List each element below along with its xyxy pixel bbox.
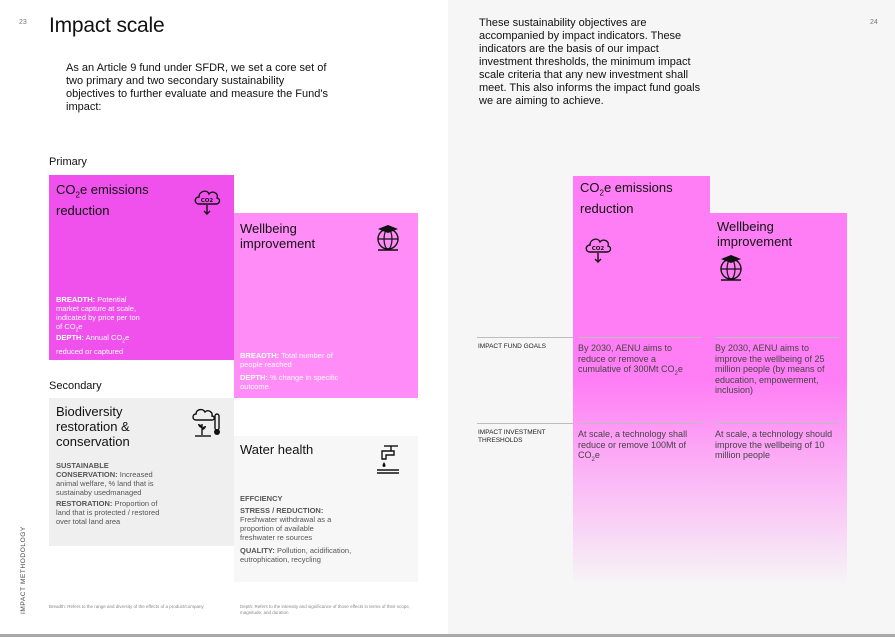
page-title: Impact scale: [49, 14, 165, 37]
threshold-co2: At scale, a technology shall reduce or remove 100Mt of $CO_2e$: [578, 429, 688, 463]
card-water-quality: QUALITY: Pollution, acidification, eutrophication, recycling: [240, 546, 352, 564]
goal-wellbeing: By 2030, AENU aims to improve the wellbeing of 25 million people (by means of education, empowerment, inclusion): [715, 343, 825, 395]
divider-thresholds-label: [477, 423, 573, 424]
water-tap-icon: [374, 443, 402, 475]
secondary-label: Secondary: [49, 380, 102, 392]
footnote-depth: Depth: Refers to the intensity and significance of those effects in terms of their scope, magnitude, and duration: [240, 604, 411, 615]
column-wellbeing: [710, 213, 847, 586]
card-biodiversity-conservation: SUSTAINABLE CONSERVATION: Increased animal welfare, % land that is sustainaby usedmanaged: [56, 461, 154, 497]
primary-label: Primary: [49, 156, 87, 168]
globe-graduation-icon: [717, 253, 745, 283]
card-co2-depth: DEPTH: Annual $CO_2e$ reduced or captured: [56, 333, 130, 356]
card-water-stress: STRESS / REDUCTION: Freshwater withdrawal as a proportion of available freshwater re sources: [240, 506, 332, 542]
card-biodiversity: [49, 398, 234, 546]
page-number-right: 24: [870, 19, 878, 26]
footnote-breadth: Breadth: Refers to the range and diversity of the effects of a product/company: [49, 604, 204, 609]
column-co2-emissions: [573, 176, 710, 586]
cloud-plant-thermometer-icon: [191, 406, 223, 438]
svg-text:CO2: CO2: [200, 198, 214, 204]
svg-text:CO2: CO2: [591, 246, 605, 252]
divider-goals-label: [477, 337, 573, 338]
co2-cloud-icon: [583, 232, 613, 264]
card-wellbeing-depth: DEPTH: % change in specific outcome: [240, 373, 339, 391]
card-water-health: [234, 436, 418, 582]
card-co2-breadth: BREADTH: Potential market capture at scale, indicated by price per ton of $CO_2e$: [56, 295, 140, 334]
intro-text-left: As an Article 9 fund under SFDR, we set a core set of two primary and two secondary sustainability objectives to further evaluate and measure the Fund's impact:: [66, 62, 328, 113]
card-water-efficiency: EFFCIENCY: [240, 494, 283, 503]
intro-text-right: These sustainability objectives are accompanied by impact indicators. These indicators are the basis of our impact investment thresholds, the minimum impact scale criteria that any new investment shall meet. This also informs the impact fund goals we are aiming to achieve.: [479, 17, 701, 107]
divider-thresholds-co2: [578, 423, 702, 424]
page-number-left: 23: [19, 19, 27, 26]
card-water-title: Water health: [240, 442, 314, 457]
threshold-wellbeing: At scale, a technology should improve the wellbeing of 10 million people: [715, 429, 833, 460]
co2-cloud-icon: [192, 184, 222, 216]
right-page: [448, 0, 895, 637]
divider-thresholds-wellbeing: [715, 423, 839, 424]
card-wellbeing-breadth: BREADTH: Total number of people reached: [240, 351, 333, 369]
card-wellbeing: [234, 213, 418, 398]
globe-graduation-icon: [374, 223, 402, 253]
card-wellbeing-title: Wellbeing improvement: [240, 221, 316, 251]
divider-goals-wellbeing: [715, 337, 839, 338]
column-co2-title: $CO_2e$ emissions reduction: [580, 180, 673, 216]
divider-goals-co2: [578, 337, 702, 338]
goal-co2: By 2030, AENU aims to reduce or remove a cumulative of 300Mt $CO_2e$: [578, 343, 683, 377]
card-co2-emissions: [49, 175, 234, 360]
row-label-fund-goals: IMPACT FUND GOALS: [478, 343, 547, 350]
card-co2-title: $CO_2e$ emissions reduction: [56, 182, 149, 218]
card-biodiversity-restoration: RESTORATION: Proportion of land that is protected / restored over total land area: [56, 499, 160, 526]
column-wellbeing-title: Wellbeing improvement: [717, 219, 793, 249]
card-biodiversity-title: Biodiversity restoration & conservation: [56, 404, 130, 449]
side-section-label: IMPACT METHODOLOGY: [20, 526, 27, 614]
row-label-investment-thresholds: IMPACT INVESTMENT THRESHOLDS: [478, 429, 546, 444]
